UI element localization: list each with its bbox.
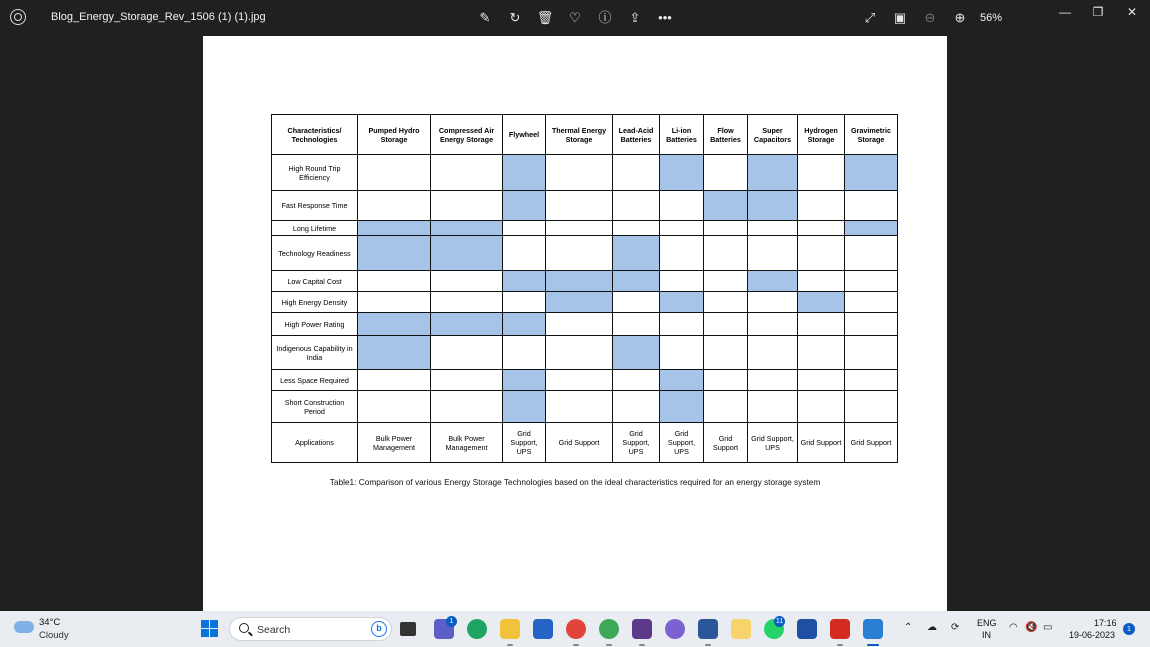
photos-taskbar-icon[interactable]	[863, 619, 883, 639]
header-technology: Gravimetric Storage	[845, 115, 898, 155]
info-icon[interactable]: ⓘ	[598, 10, 612, 25]
cell-empty	[358, 271, 431, 292]
cell-empty	[798, 391, 845, 423]
cell-empty	[798, 370, 845, 391]
row-label: Indigenous Capability in India	[272, 336, 358, 370]
cell-highlighted	[704, 191, 748, 221]
table-caption: Table1: Comparison of various Energy Storage Technologies based on the ideal characteristics required for an energy storage system	[329, 477, 821, 487]
row-label: Less Space Required	[272, 370, 358, 391]
edge-icon[interactable]	[467, 619, 487, 639]
wifi-icon[interactable]: ◠	[1009, 622, 1018, 633]
cell-empty	[845, 191, 898, 221]
edit-icon[interactable]: ✎	[479, 10, 491, 25]
cell-empty	[546, 313, 613, 336]
row-label: Technology Readiness	[272, 236, 358, 271]
application-cell: Grid Support	[845, 423, 898, 463]
cell-highlighted	[431, 313, 503, 336]
slack-icon[interactable]	[632, 619, 652, 639]
whatsapp-badge: 11	[775, 618, 784, 625]
cell-empty	[431, 336, 503, 370]
file-name: Blog_Energy_Storage_Rev_1506 (1) (1).jpg	[51, 11, 266, 23]
cell-highlighted	[431, 236, 503, 271]
cell-empty	[798, 336, 845, 370]
cell-highlighted	[503, 391, 546, 423]
search-icon	[239, 623, 249, 633]
cell-highlighted	[358, 221, 431, 236]
cell-empty	[704, 292, 748, 313]
application-cell: Grid Support, UPS	[748, 423, 798, 463]
row-label: High Energy Density	[272, 292, 358, 313]
cell-empty	[613, 391, 660, 423]
applications-row	[272, 423, 898, 463]
cloud-icon[interactable]	[14, 621, 34, 633]
application-cell: Grid Support	[798, 423, 845, 463]
cell-empty	[613, 292, 660, 313]
header-technology: Li-ion Batteries	[660, 115, 704, 155]
header-technology: Pumped Hydro Storage	[358, 115, 431, 155]
cell-empty	[431, 292, 503, 313]
teams-badge: 1	[446, 616, 457, 627]
cell-highlighted	[613, 271, 660, 292]
cell-highlighted	[845, 221, 898, 236]
minimize-button[interactable]: —	[1059, 5, 1071, 19]
language-indicator[interactable]: ENG	[977, 618, 997, 628]
sticky-notes-icon[interactable]	[731, 619, 751, 639]
application-cell: Bulk Power Management	[431, 423, 503, 463]
zoom-out-icon[interactable]: ⊖	[924, 10, 936, 25]
cell-empty	[798, 271, 845, 292]
application-cell: Bulk Power Management	[358, 423, 431, 463]
table-row	[272, 336, 898, 370]
row-label: Long Lifetime	[272, 221, 358, 236]
cell-empty	[845, 313, 898, 336]
cell-empty	[798, 236, 845, 271]
cell-highlighted	[431, 221, 503, 236]
header-technology: Lead-Acid Batteries	[613, 115, 660, 155]
cell-highlighted	[798, 292, 845, 313]
cell-empty	[546, 155, 613, 191]
cell-empty	[613, 155, 660, 191]
cell-empty	[845, 236, 898, 271]
clock-time[interactable]: 17:16	[1094, 618, 1117, 628]
onedrive-icon[interactable]: ☁	[927, 622, 937, 633]
row-label: Short Construction Period	[272, 391, 358, 423]
table-row	[272, 313, 898, 336]
cell-empty	[358, 191, 431, 221]
cell-highlighted	[358, 336, 431, 370]
store-icon[interactable]	[533, 619, 553, 639]
cell-empty	[613, 191, 660, 221]
table-row	[272, 191, 898, 221]
row-label: Applications	[272, 423, 358, 463]
cell-highlighted	[503, 191, 546, 221]
cell-highlighted	[748, 271, 798, 292]
cell-empty	[704, 336, 748, 370]
comparison-table	[271, 114, 898, 463]
header-technology: Flow Batteries	[704, 115, 748, 155]
cell-empty	[704, 370, 748, 391]
region-indicator[interactable]: IN	[982, 630, 991, 640]
cell-empty	[431, 391, 503, 423]
cell-empty	[660, 236, 704, 271]
cell-empty	[431, 271, 503, 292]
cell-empty	[660, 221, 704, 236]
table-row	[272, 370, 898, 391]
task-view-icon[interactable]	[400, 622, 416, 636]
weather-temp[interactable]: 34°C	[39, 617, 61, 628]
cell-highlighted	[613, 336, 660, 370]
application-cell: Grid Support, UPS	[613, 423, 660, 463]
cell-highlighted	[546, 292, 613, 313]
actual-size-icon[interactable]: ▣	[893, 10, 907, 25]
start-button[interactable]	[201, 620, 218, 637]
speaker-muted-icon[interactable]: 🔇	[1025, 622, 1038, 633]
title-bar	[0, 0, 1150, 36]
application-cell: Grid Support, UPS	[660, 423, 704, 463]
cell-empty	[660, 336, 704, 370]
cell-empty	[798, 221, 845, 236]
header-technology: Thermal Energy Storage	[546, 115, 613, 155]
cell-empty	[798, 313, 845, 336]
cell-highlighted	[660, 370, 704, 391]
photos-app-icon	[10, 9, 26, 25]
file-explorer-icon[interactable]	[500, 619, 520, 639]
cell-empty	[503, 236, 546, 271]
table-row	[272, 391, 898, 423]
cell-highlighted	[503, 370, 546, 391]
cell-empty	[748, 336, 798, 370]
more-icon[interactable]: •••	[658, 10, 672, 25]
cell-empty	[660, 271, 704, 292]
cell-empty	[546, 221, 613, 236]
chrome-icon[interactable]	[566, 619, 586, 639]
cell-highlighted	[358, 313, 431, 336]
application-cell: Grid Support, UPS	[503, 423, 546, 463]
close-button[interactable]: ✕	[1126, 5, 1138, 19]
row-label: Low Capital Cost	[272, 271, 358, 292]
delete-icon[interactable]: 🗑	[536, 10, 554, 25]
sync-icon[interactable]: ⟳	[951, 622, 960, 633]
cell-highlighted	[660, 391, 704, 423]
zoom-app-icon[interactable]	[797, 619, 817, 639]
canva-icon[interactable]	[665, 619, 685, 639]
cell-empty	[845, 336, 898, 370]
cell-empty	[748, 221, 798, 236]
zoom-in-icon[interactable]: ⊕	[954, 10, 966, 25]
cell-empty	[704, 313, 748, 336]
cell-empty	[358, 155, 431, 191]
cell-empty	[660, 313, 704, 336]
cell-empty	[546, 191, 613, 221]
word-icon[interactable]	[698, 619, 718, 639]
cell-empty	[358, 370, 431, 391]
cell-empty	[503, 221, 546, 236]
taskbar	[0, 611, 1150, 647]
table-header-row	[272, 115, 898, 155]
cell-empty	[704, 391, 748, 423]
cell-highlighted	[748, 155, 798, 191]
cell-empty	[613, 221, 660, 236]
table-row	[272, 221, 898, 236]
cell-empty	[503, 292, 546, 313]
header-technology: Hydrogen Storage	[798, 115, 845, 155]
cell-empty	[798, 191, 845, 221]
acrobat-icon[interactable]	[830, 619, 850, 639]
cell-empty	[503, 336, 546, 370]
cell-highlighted	[358, 236, 431, 271]
cell-empty	[546, 370, 613, 391]
cell-highlighted	[613, 236, 660, 271]
cell-highlighted	[503, 313, 546, 336]
cell-empty	[748, 236, 798, 271]
search-box[interactable]	[229, 617, 392, 641]
application-cell: Grid Support	[704, 423, 748, 463]
fullscreen-icon[interactable]: ⤢	[864, 10, 876, 25]
cell-empty	[546, 236, 613, 271]
cell-highlighted	[845, 155, 898, 191]
search-placeholder: Search	[257, 624, 291, 636]
bing-icon[interactable]: b	[371, 621, 387, 637]
table-row	[272, 271, 898, 292]
cell-empty	[704, 271, 748, 292]
header-technology: Flywheel	[503, 115, 546, 155]
cell-empty	[748, 370, 798, 391]
cell-empty	[704, 155, 748, 191]
weather-condition[interactable]: Cloudy	[39, 630, 69, 641]
restore-button[interactable]: ❐	[1092, 5, 1104, 19]
cell-highlighted	[748, 191, 798, 221]
header-characteristics: Characteristics/ Technologies	[272, 115, 358, 155]
favorite-icon[interactable]: ♡	[569, 10, 581, 25]
cell-empty	[431, 155, 503, 191]
cell-empty	[358, 391, 431, 423]
cell-empty	[431, 370, 503, 391]
cell-empty	[845, 271, 898, 292]
zoom-level[interactable]: 56%	[980, 12, 1003, 24]
battery-icon[interactable]: ▭	[1043, 622, 1053, 633]
application-cell: Grid Support	[546, 423, 613, 463]
cell-empty	[546, 391, 613, 423]
table-row	[272, 292, 898, 313]
cell-empty	[704, 236, 748, 271]
cell-highlighted	[660, 155, 704, 191]
clock-date[interactable]: 19-06-2023	[1069, 630, 1116, 640]
cell-empty	[798, 155, 845, 191]
table-row	[272, 236, 898, 271]
cell-empty	[845, 292, 898, 313]
row-label: Fast Response Time	[272, 191, 358, 221]
cell-empty	[748, 292, 798, 313]
table-row	[272, 155, 898, 191]
cell-empty	[660, 191, 704, 221]
cell-empty	[748, 391, 798, 423]
cell-highlighted	[503, 155, 546, 191]
cell-empty	[431, 191, 503, 221]
notification-badge[interactable]: 1	[1123, 623, 1135, 635]
cell-highlighted	[503, 271, 546, 292]
cell-empty	[845, 370, 898, 391]
cell-highlighted	[546, 271, 613, 292]
chrome-profile-icon[interactable]	[599, 619, 619, 639]
row-label: High Round Trip Efficiency	[272, 155, 358, 191]
share-icon[interactable]: ⇪	[629, 10, 641, 25]
header-technology: Compressed Air Energy Storage	[431, 115, 503, 155]
cell-empty	[613, 370, 660, 391]
cell-empty	[704, 221, 748, 236]
cell-highlighted	[660, 292, 704, 313]
chevron-up-icon[interactable]: ⌃	[904, 622, 913, 633]
cell-empty	[748, 313, 798, 336]
cell-empty	[845, 391, 898, 423]
cell-empty	[358, 292, 431, 313]
cell-empty	[546, 336, 613, 370]
header-technology: Super Capacitors	[748, 115, 798, 155]
cell-empty	[613, 313, 660, 336]
image-canvas	[203, 36, 947, 611]
row-label: High Power Rating	[272, 313, 358, 336]
rotate-icon[interactable]: ↻	[509, 10, 521, 25]
